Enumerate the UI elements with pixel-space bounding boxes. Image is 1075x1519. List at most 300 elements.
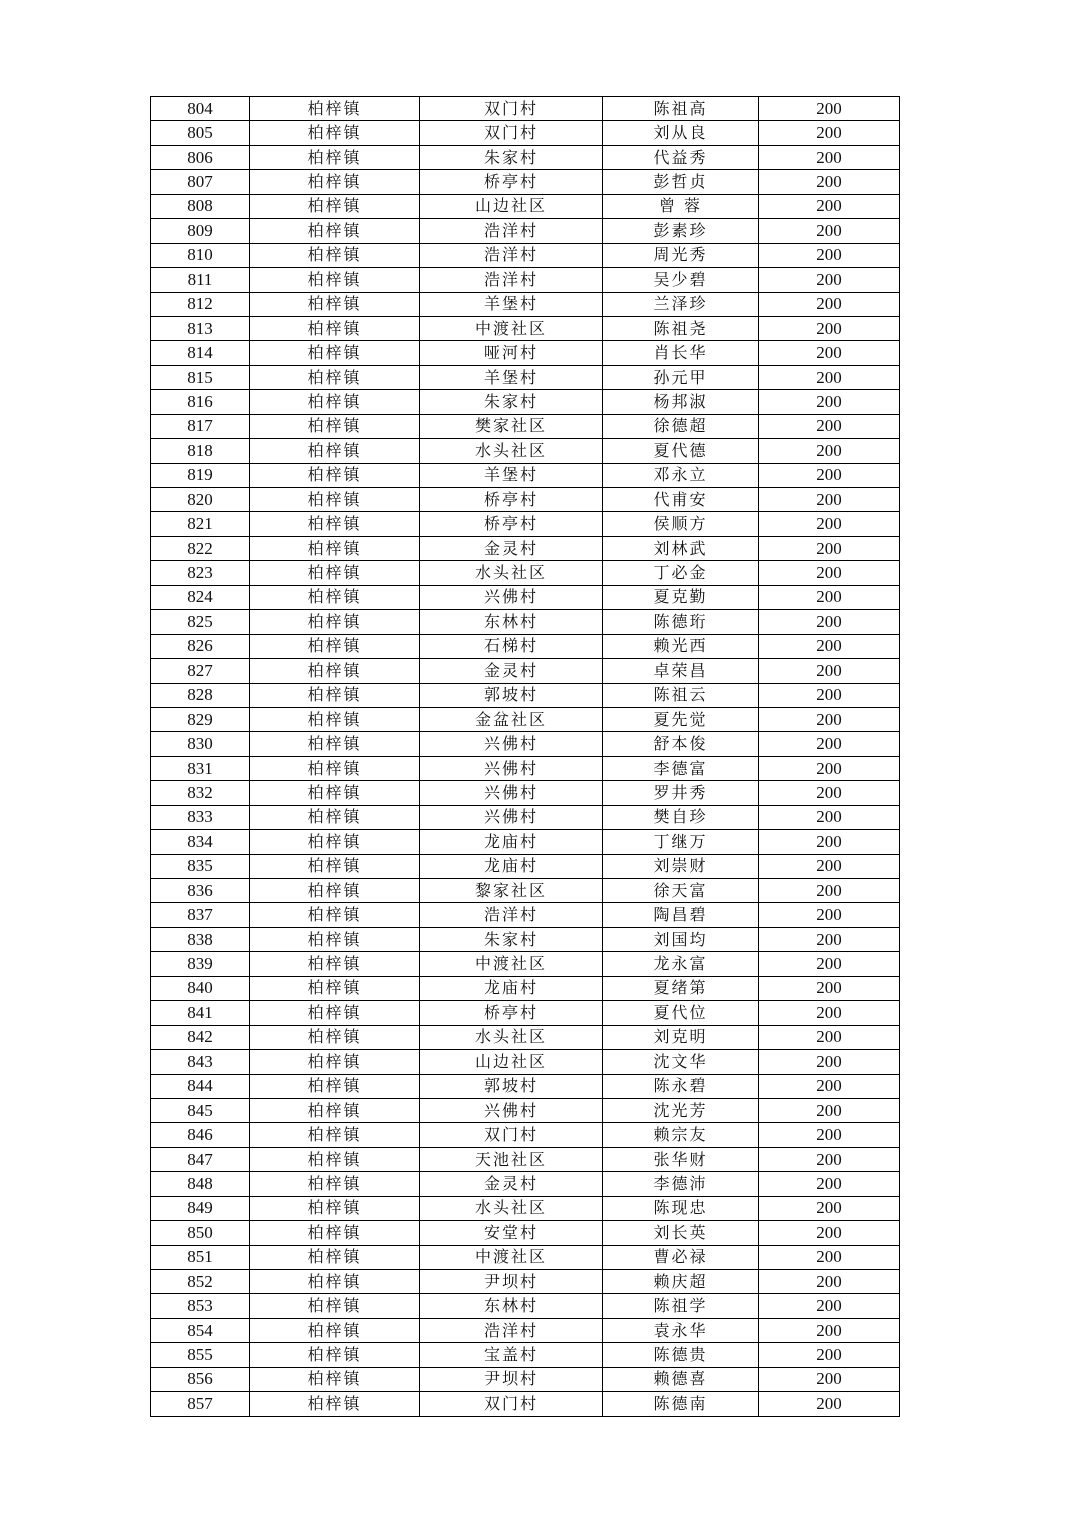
- amount-cell: 200: [759, 585, 900, 609]
- town-cell: 柏梓镇: [250, 781, 420, 805]
- town-cell: 柏梓镇: [250, 194, 420, 218]
- amount-cell: 200: [759, 976, 900, 1000]
- table-row: [151, 1074, 900, 1098]
- person-name-cell: 赖宗友: [603, 1123, 759, 1147]
- table-row: [151, 610, 900, 634]
- table-row: [151, 194, 900, 218]
- person-name-cell: 陈祖学: [603, 1294, 759, 1318]
- person-name-cell: 孙元甲: [603, 365, 759, 389]
- person-name-cell: 陈现忠: [603, 1196, 759, 1220]
- town-cell: 柏梓镇: [250, 1270, 420, 1294]
- table-row: [151, 170, 900, 194]
- row-number-cell: 848: [151, 1172, 250, 1196]
- person-name-cell: 刘长英: [603, 1221, 759, 1245]
- amount-cell: 200: [759, 1123, 900, 1147]
- village-cell: 双门村: [420, 97, 603, 121]
- person-name-cell: 曾 蓉: [603, 194, 759, 218]
- person-name-cell: 刘崇财: [603, 854, 759, 878]
- amount-cell: 200: [759, 1221, 900, 1245]
- village-cell: 郭坡村: [420, 683, 603, 707]
- amount-cell: 200: [759, 536, 900, 560]
- amount-cell: 200: [759, 756, 900, 780]
- village-cell: 龙庙村: [420, 854, 603, 878]
- town-cell: 柏梓镇: [250, 879, 420, 903]
- amount-cell: 200: [759, 145, 900, 169]
- row-number-cell: 814: [151, 341, 250, 365]
- amount-cell: 200: [759, 365, 900, 389]
- table-row: [151, 488, 900, 512]
- amount-cell: 200: [759, 1343, 900, 1367]
- row-number-cell: 830: [151, 732, 250, 756]
- person-name-cell: 陶昌碧: [603, 903, 759, 927]
- village-cell: 金灵村: [420, 1172, 603, 1196]
- table-row: [151, 732, 900, 756]
- village-cell: 中渡社区: [420, 952, 603, 976]
- table-row: [151, 1025, 900, 1049]
- amount-cell: 200: [759, 854, 900, 878]
- town-cell: 柏梓镇: [250, 830, 420, 854]
- row-number-cell: 828: [151, 683, 250, 707]
- town-cell: 柏梓镇: [250, 341, 420, 365]
- amount-cell: 200: [759, 439, 900, 463]
- row-number-cell: 838: [151, 927, 250, 951]
- town-cell: 柏梓镇: [250, 97, 420, 121]
- town-cell: 柏梓镇: [250, 1196, 420, 1220]
- amount-cell: 200: [759, 1001, 900, 1025]
- village-cell: 金灵村: [420, 536, 603, 560]
- village-cell: 兴佛村: [420, 756, 603, 780]
- amount-cell: 200: [759, 634, 900, 658]
- town-cell: 柏梓镇: [250, 121, 420, 145]
- village-cell: 朱家村: [420, 390, 603, 414]
- person-name-cell: 赖光西: [603, 634, 759, 658]
- row-number-cell: 846: [151, 1123, 250, 1147]
- town-cell: 柏梓镇: [250, 1147, 420, 1171]
- person-name-cell: 夏代德: [603, 439, 759, 463]
- town-cell: 柏梓镇: [250, 659, 420, 683]
- amount-cell: 200: [759, 268, 900, 292]
- row-number-cell: 850: [151, 1221, 250, 1245]
- person-name-cell: 夏先觉: [603, 707, 759, 731]
- row-number-cell: 827: [151, 659, 250, 683]
- village-cell: 浩洋村: [420, 1318, 603, 1342]
- amount-cell: 200: [759, 194, 900, 218]
- person-name-cell: 樊自珍: [603, 805, 759, 829]
- table-row: [151, 1123, 900, 1147]
- person-name-cell: 沈光芳: [603, 1098, 759, 1122]
- town-cell: 柏梓镇: [250, 634, 420, 658]
- table-row: [151, 512, 900, 536]
- village-cell: 双门村: [420, 1123, 603, 1147]
- village-cell: 龙庙村: [420, 976, 603, 1000]
- town-cell: 柏梓镇: [250, 390, 420, 414]
- table-row: [151, 830, 900, 854]
- row-number-cell: 815: [151, 365, 250, 389]
- table-row: [151, 316, 900, 340]
- table-row: [151, 1098, 900, 1122]
- row-number-cell: 853: [151, 1294, 250, 1318]
- town-cell: 柏梓镇: [250, 1123, 420, 1147]
- table-row: [151, 145, 900, 169]
- amount-cell: 200: [759, 390, 900, 414]
- row-number-cell: 851: [151, 1245, 250, 1269]
- row-number-cell: 811: [151, 268, 250, 292]
- amount-cell: 200: [759, 243, 900, 267]
- table-row: [151, 536, 900, 560]
- town-cell: 柏梓镇: [250, 1367, 420, 1391]
- village-cell: 桥亭村: [420, 488, 603, 512]
- amount-cell: 200: [759, 170, 900, 194]
- row-number-cell: 845: [151, 1098, 250, 1122]
- town-cell: 柏梓镇: [250, 732, 420, 756]
- town-cell: 柏梓镇: [250, 610, 420, 634]
- village-cell: 羊堡村: [420, 365, 603, 389]
- village-cell: 金盆社区: [420, 707, 603, 731]
- amount-cell: 200: [759, 903, 900, 927]
- village-cell: 石梯村: [420, 634, 603, 658]
- row-number-cell: 835: [151, 854, 250, 878]
- row-number-cell: 804: [151, 97, 250, 121]
- amount-cell: 200: [759, 561, 900, 585]
- amount-cell: 200: [759, 927, 900, 951]
- row-number-cell: 854: [151, 1318, 250, 1342]
- table-row: [151, 561, 900, 585]
- table-row: [151, 365, 900, 389]
- table-row: [151, 683, 900, 707]
- table-row: [151, 1001, 900, 1025]
- table-row: [151, 219, 900, 243]
- table-row: [151, 1147, 900, 1171]
- town-cell: 柏梓镇: [250, 683, 420, 707]
- village-cell: 中渡社区: [420, 1245, 603, 1269]
- village-cell: 天池社区: [420, 1147, 603, 1171]
- table-row: [151, 1270, 900, 1294]
- village-cell: 朱家村: [420, 145, 603, 169]
- person-name-cell: 赖德喜: [603, 1367, 759, 1391]
- village-cell: 樊家社区: [420, 414, 603, 438]
- table-row: [151, 341, 900, 365]
- row-number-cell: 810: [151, 243, 250, 267]
- amount-cell: 200: [759, 732, 900, 756]
- town-cell: 柏梓镇: [250, 1050, 420, 1074]
- person-name-cell: 李德富: [603, 756, 759, 780]
- amount-cell: 200: [759, 1196, 900, 1220]
- table-row: [151, 268, 900, 292]
- amount-cell: 200: [759, 830, 900, 854]
- amount-cell: 200: [759, 1318, 900, 1342]
- village-cell: 浩洋村: [420, 243, 603, 267]
- table-row: [151, 952, 900, 976]
- row-number-cell: 813: [151, 316, 250, 340]
- town-cell: 柏梓镇: [250, 243, 420, 267]
- amount-cell: 200: [759, 414, 900, 438]
- town-cell: 柏梓镇: [250, 952, 420, 976]
- town-cell: 柏梓镇: [250, 219, 420, 243]
- village-cell: 水头社区: [420, 439, 603, 463]
- row-number-cell: 820: [151, 488, 250, 512]
- row-number-cell: 855: [151, 1343, 250, 1367]
- person-name-cell: 吴少碧: [603, 268, 759, 292]
- village-cell: 双门村: [420, 121, 603, 145]
- amount-cell: 200: [759, 1147, 900, 1171]
- village-cell: 山边社区: [420, 1050, 603, 1074]
- row-number-cell: 829: [151, 707, 250, 731]
- person-name-cell: 刘国均: [603, 927, 759, 951]
- person-name-cell: 周光秀: [603, 243, 759, 267]
- row-number-cell: 812: [151, 292, 250, 316]
- person-name-cell: 杨邦淑: [603, 390, 759, 414]
- amount-cell: 200: [759, 316, 900, 340]
- row-number-cell: 818: [151, 439, 250, 463]
- person-name-cell: 夏克勤: [603, 585, 759, 609]
- person-name-cell: 肖长华: [603, 341, 759, 365]
- person-name-cell: 邓永立: [603, 463, 759, 487]
- village-cell: 兴佛村: [420, 585, 603, 609]
- row-number-cell: 826: [151, 634, 250, 658]
- amount-cell: 200: [759, 1270, 900, 1294]
- town-cell: 柏梓镇: [250, 1221, 420, 1245]
- village-cell: 浩洋村: [420, 903, 603, 927]
- town-cell: 柏梓镇: [250, 268, 420, 292]
- town-cell: 柏梓镇: [250, 512, 420, 536]
- amount-cell: 200: [759, 1050, 900, 1074]
- row-number-cell: 806: [151, 145, 250, 169]
- village-cell: 黎家社区: [420, 879, 603, 903]
- row-number-cell: 840: [151, 976, 250, 1000]
- town-cell: 柏梓镇: [250, 316, 420, 340]
- row-number-cell: 844: [151, 1074, 250, 1098]
- row-number-cell: 822: [151, 536, 250, 560]
- person-name-cell: 代益秀: [603, 145, 759, 169]
- amount-cell: 200: [759, 659, 900, 683]
- village-cell: 羊堡村: [420, 292, 603, 316]
- village-cell: 桥亭村: [420, 512, 603, 536]
- person-name-cell: 丁继万: [603, 830, 759, 854]
- row-number-cell: 856: [151, 1367, 250, 1391]
- town-cell: 柏梓镇: [250, 585, 420, 609]
- amount-cell: 200: [759, 1172, 900, 1196]
- village-cell: 尹坝村: [420, 1367, 603, 1391]
- amount-cell: 200: [759, 879, 900, 903]
- amount-cell: 200: [759, 707, 900, 731]
- table-row: [151, 585, 900, 609]
- town-cell: 柏梓镇: [250, 707, 420, 731]
- amount-cell: 200: [759, 463, 900, 487]
- amount-cell: 200: [759, 219, 900, 243]
- row-number-cell: 841: [151, 1001, 250, 1025]
- town-cell: 柏梓镇: [250, 854, 420, 878]
- amount-cell: 200: [759, 488, 900, 512]
- table-row: [151, 707, 900, 731]
- row-number-cell: 832: [151, 781, 250, 805]
- row-number-cell: 837: [151, 903, 250, 927]
- person-name-cell: 陈祖高: [603, 97, 759, 121]
- amount-cell: 200: [759, 683, 900, 707]
- amount-cell: 200: [759, 292, 900, 316]
- amount-cell: 200: [759, 512, 900, 536]
- person-name-cell: 曹必禄: [603, 1245, 759, 1269]
- amount-cell: 200: [759, 1074, 900, 1098]
- village-cell: 桥亭村: [420, 1001, 603, 1025]
- village-cell: 双门村: [420, 1392, 603, 1416]
- person-name-cell: 刘林武: [603, 536, 759, 560]
- village-cell: 兴佛村: [420, 781, 603, 805]
- person-name-cell: 陈德南: [603, 1392, 759, 1416]
- amount-cell: 200: [759, 121, 900, 145]
- row-number-cell: 819: [151, 463, 250, 487]
- person-name-cell: 张华财: [603, 1147, 759, 1171]
- person-name-cell: 夏绪第: [603, 976, 759, 1000]
- row-number-cell: 839: [151, 952, 250, 976]
- amount-cell: 200: [759, 97, 900, 121]
- village-cell: 水头社区: [420, 561, 603, 585]
- town-cell: 柏梓镇: [250, 805, 420, 829]
- town-cell: 柏梓镇: [250, 1001, 420, 1025]
- table-row: [151, 659, 900, 683]
- village-cell: 兴佛村: [420, 1098, 603, 1122]
- person-name-cell: 夏代位: [603, 1001, 759, 1025]
- village-cell: 羊堡村: [420, 463, 603, 487]
- village-cell: 金灵村: [420, 659, 603, 683]
- person-name-cell: 代甫安: [603, 488, 759, 512]
- row-number-cell: 808: [151, 194, 250, 218]
- town-cell: 柏梓镇: [250, 439, 420, 463]
- row-number-cell: 843: [151, 1050, 250, 1074]
- row-number-cell: 821: [151, 512, 250, 536]
- row-number-cell: 833: [151, 805, 250, 829]
- table-row: [151, 463, 900, 487]
- town-cell: 柏梓镇: [250, 1098, 420, 1122]
- amount-cell: 200: [759, 1245, 900, 1269]
- town-cell: 柏梓镇: [250, 414, 420, 438]
- table-row: [151, 243, 900, 267]
- table-row: [151, 121, 900, 145]
- person-name-cell: 徐天富: [603, 879, 759, 903]
- village-cell: 桥亭村: [420, 170, 603, 194]
- row-number-cell: 847: [151, 1147, 250, 1171]
- person-name-cell: 丁必金: [603, 561, 759, 585]
- row-number-cell: 825: [151, 610, 250, 634]
- table-row: [151, 1050, 900, 1074]
- table-row: [151, 1392, 900, 1416]
- person-name-cell: 兰泽珍: [603, 292, 759, 316]
- table-row: [151, 903, 900, 927]
- town-cell: 柏梓镇: [250, 927, 420, 951]
- person-name-cell: 舒本俊: [603, 732, 759, 756]
- town-cell: 柏梓镇: [250, 1392, 420, 1416]
- village-cell: 水头社区: [420, 1196, 603, 1220]
- amount-cell: 200: [759, 1367, 900, 1391]
- village-cell: 龙庙村: [420, 830, 603, 854]
- person-name-cell: 陈祖尧: [603, 316, 759, 340]
- table-row: [151, 390, 900, 414]
- amount-cell: 200: [759, 1025, 900, 1049]
- person-name-cell: 陈德贵: [603, 1343, 759, 1367]
- table-row: [151, 976, 900, 1000]
- village-cell: 浩洋村: [420, 268, 603, 292]
- village-cell: 浩洋村: [420, 219, 603, 243]
- row-number-cell: 836: [151, 879, 250, 903]
- person-name-cell: 陈德珩: [603, 610, 759, 634]
- row-number-cell: 834: [151, 830, 250, 854]
- village-cell: 尹坝村: [420, 1270, 603, 1294]
- person-name-cell: 罗井秀: [603, 781, 759, 805]
- table-row: [151, 927, 900, 951]
- person-name-cell: 刘克明: [603, 1025, 759, 1049]
- row-number-cell: 831: [151, 756, 250, 780]
- amount-cell: 200: [759, 610, 900, 634]
- town-cell: 柏梓镇: [250, 365, 420, 389]
- table-row: [151, 1318, 900, 1342]
- village-cell: 东林村: [420, 610, 603, 634]
- town-cell: 柏梓镇: [250, 1172, 420, 1196]
- row-number-cell: 816: [151, 390, 250, 414]
- row-number-cell: 849: [151, 1196, 250, 1220]
- table-row: [151, 292, 900, 316]
- village-cell: 山边社区: [420, 194, 603, 218]
- person-name-cell: 卓荣昌: [603, 659, 759, 683]
- village-cell: 兴佛村: [420, 732, 603, 756]
- table-row: [151, 634, 900, 658]
- person-name-cell: 袁永华: [603, 1318, 759, 1342]
- amount-cell: 200: [759, 1392, 900, 1416]
- table-row: [151, 1245, 900, 1269]
- row-number-cell: 857: [151, 1392, 250, 1416]
- table-row: [151, 1294, 900, 1318]
- town-cell: 柏梓镇: [250, 488, 420, 512]
- village-cell: 郭坡村: [420, 1074, 603, 1098]
- town-cell: 柏梓镇: [250, 1025, 420, 1049]
- table-row: [151, 1343, 900, 1367]
- town-cell: 柏梓镇: [250, 756, 420, 780]
- town-cell: 柏梓镇: [250, 1318, 420, 1342]
- village-cell: 水头社区: [420, 1025, 603, 1049]
- row-number-cell: 852: [151, 1270, 250, 1294]
- row-number-cell: 824: [151, 585, 250, 609]
- town-cell: 柏梓镇: [250, 1245, 420, 1269]
- village-cell: 中渡社区: [420, 316, 603, 340]
- table-row: [151, 1367, 900, 1391]
- person-name-cell: 沈文华: [603, 1050, 759, 1074]
- table-row: [151, 781, 900, 805]
- person-name-cell: 陈祖云: [603, 683, 759, 707]
- town-cell: 柏梓镇: [250, 145, 420, 169]
- row-number-cell: 817: [151, 414, 250, 438]
- town-cell: 柏梓镇: [250, 536, 420, 560]
- table-row: [151, 97, 900, 121]
- town-cell: 柏梓镇: [250, 1343, 420, 1367]
- table-row: [151, 414, 900, 438]
- person-name-cell: 彭素珍: [603, 219, 759, 243]
- person-name-cell: 徐德超: [603, 414, 759, 438]
- table-row: [151, 854, 900, 878]
- town-cell: 柏梓镇: [250, 903, 420, 927]
- village-cell: 兴佛村: [420, 805, 603, 829]
- town-cell: 柏梓镇: [250, 561, 420, 585]
- town-cell: 柏梓镇: [250, 1074, 420, 1098]
- table-row: [151, 1196, 900, 1220]
- row-number-cell: 842: [151, 1025, 250, 1049]
- row-number-cell: 823: [151, 561, 250, 585]
- village-cell: 哑河村: [420, 341, 603, 365]
- amount-cell: 200: [759, 1294, 900, 1318]
- table-row: [151, 1172, 900, 1196]
- subsidy-list-table: [150, 96, 900, 1417]
- amount-cell: 200: [759, 341, 900, 365]
- amount-cell: 200: [759, 781, 900, 805]
- village-cell: 宝盖村: [420, 1343, 603, 1367]
- town-cell: 柏梓镇: [250, 463, 420, 487]
